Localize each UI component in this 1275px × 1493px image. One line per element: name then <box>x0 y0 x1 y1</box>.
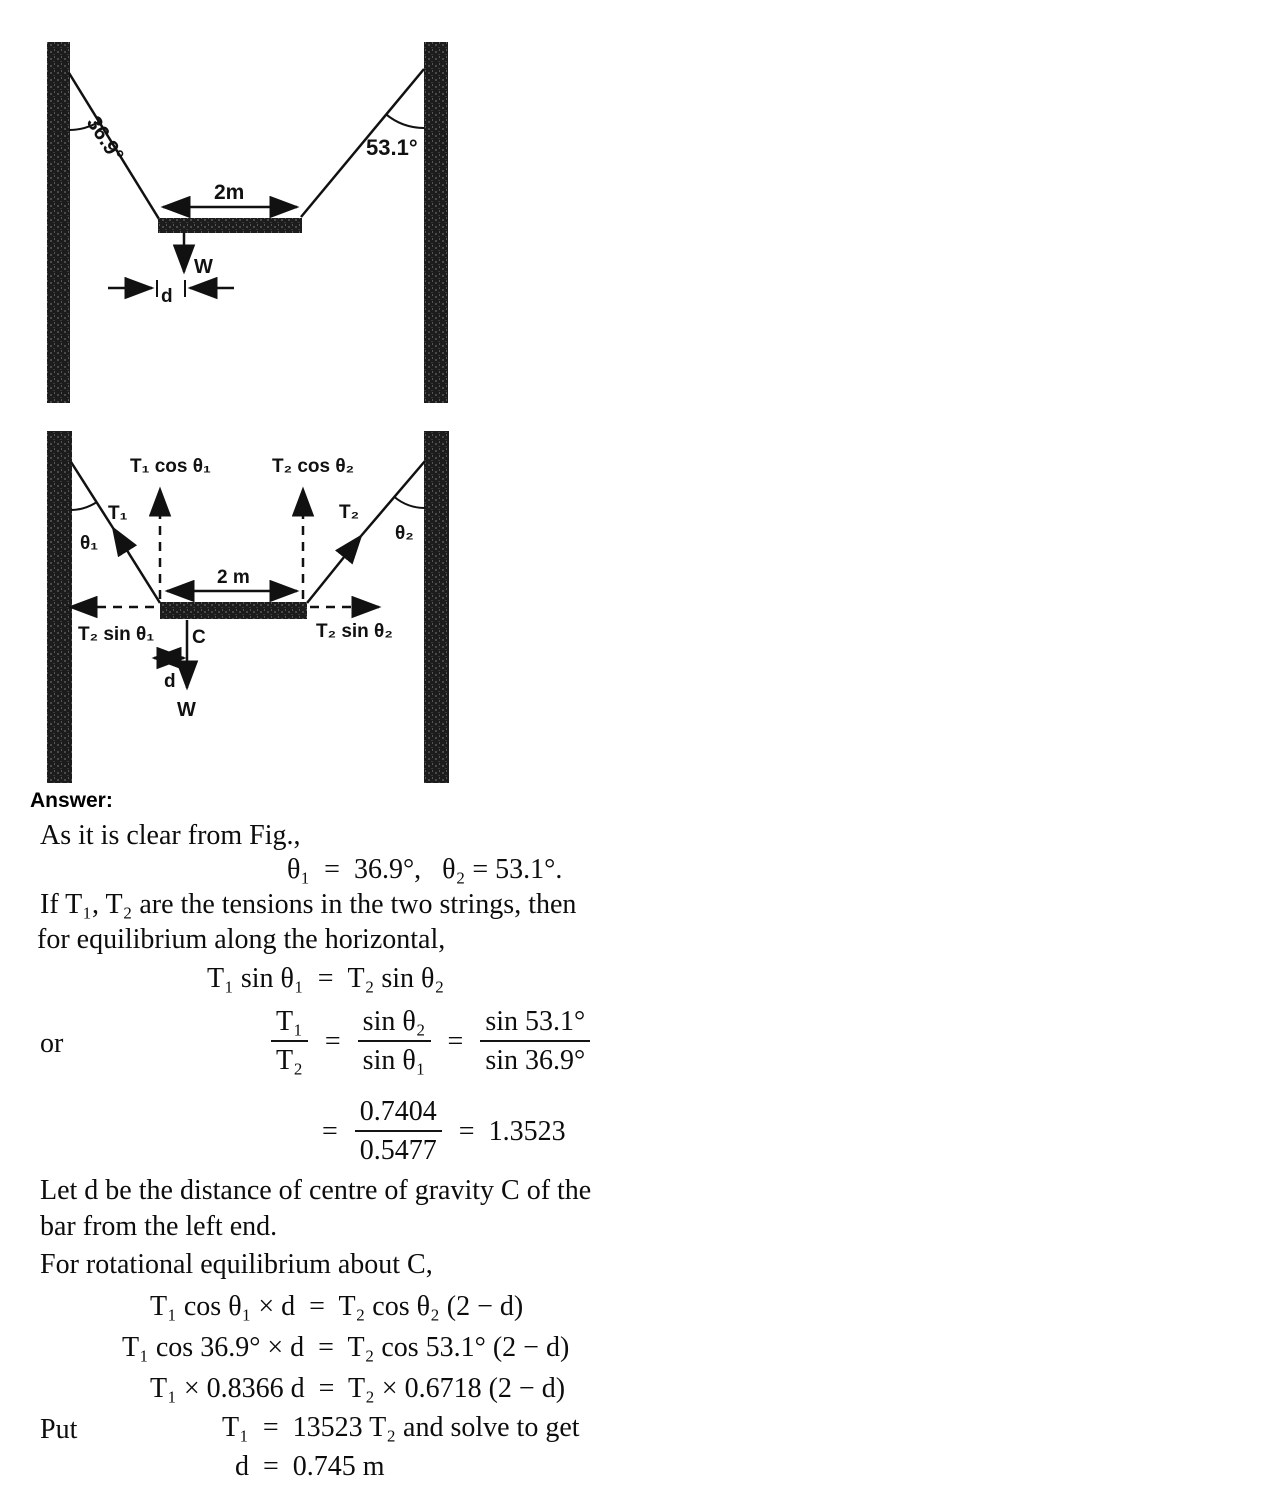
solution-line-1: As it is clear from Fig., <box>40 820 301 851</box>
solution-line-6: For rotational equilibrium about C, <box>40 1249 433 1280</box>
length-label: 2 m <box>217 567 250 588</box>
theta1-label: θ₁ <box>80 533 99 554</box>
fraction-sin-values <box>480 1006 590 1077</box>
equation-horizontal-equilibrium: T₁ sin θ₁ = T₂ sin θ₂ <box>207 963 445 994</box>
center-label: C <box>192 627 206 648</box>
equation-torque-values: T₁ × 0.8366 d = T₂ × 0.6718 (2 − d) <box>150 1373 566 1404</box>
solution-line-2: If T₁, T₂ are the tensions in the two strings, then <box>40 889 577 920</box>
fraction-denominator: sin 36.9° <box>485 1045 586 1076</box>
equation-final-result: d = 0.745 m <box>235 1451 385 1482</box>
equation-angles: θ₁ = 36.9°, θ₂ = 53.1°. <box>287 854 563 885</box>
equation-ratio-value <box>322 1096 566 1167</box>
fraction-sin-ratio <box>358 1006 431 1077</box>
t1-cos-label: T₁ cos θ₁ <box>130 456 211 477</box>
right-string <box>361 461 425 536</box>
t1-vector <box>113 528 160 603</box>
solution-line-4: Let d be the distance of centre of gravity C of the <box>40 1175 592 1206</box>
fraction-t1-t2 <box>271 1006 308 1077</box>
right-wall <box>424 431 449 783</box>
right-angle-label: 53.1° <box>366 135 418 160</box>
right-angle-arc <box>386 114 424 128</box>
equation-torque-symbolic: T₁ cos θ₁ × d = T₂ cos θ₂ (2 − d) <box>150 1291 524 1322</box>
left-angle-arc <box>71 502 96 510</box>
distance-label: d <box>164 671 176 692</box>
t1-label: T₁ <box>108 503 128 524</box>
bar <box>158 218 302 233</box>
theta2-label: θ₂ <box>395 523 414 544</box>
right-wall <box>424 42 448 403</box>
equation-torque-angles: T₁ cos 36.9° × d = T₂ cos 53.1° (2 − d) <box>122 1332 570 1363</box>
bar <box>160 602 307 619</box>
solution-line-3: for equilibrium along the horizontal, <box>37 924 446 955</box>
diagram-bar-suspended <box>0 0 520 418</box>
right-angle-arc <box>395 497 425 508</box>
diagram-free-body <box>0 420 520 792</box>
ratio-result: = 1.3523 <box>458 1115 566 1147</box>
t2-vector <box>307 536 361 603</box>
fraction-numerator: 0.7404 <box>355 1096 442 1132</box>
put-label: Put <box>40 1414 78 1445</box>
weight-label: W <box>194 256 213 278</box>
fraction-decimal <box>355 1096 442 1167</box>
length-label: 2m <box>214 181 245 204</box>
equation-tension-ratio <box>271 1006 590 1077</box>
distance-label: d <box>161 286 173 307</box>
fraction-denominator: 0.5477 <box>359 1135 437 1166</box>
t1-sin-label: T₂ sin θ₁ <box>78 624 155 645</box>
left-angle-label: 36.9° <box>81 112 128 167</box>
equals-sign: = <box>447 1025 464 1057</box>
weight-label: W <box>177 699 196 721</box>
or-label: or <box>40 1028 64 1059</box>
t2-cos-label: T₂ cos θ₂ <box>272 456 355 477</box>
solution-line-5: bar from the left end. <box>40 1211 278 1242</box>
left-string <box>71 462 113 528</box>
left-wall <box>47 42 70 403</box>
left-wall <box>47 431 72 783</box>
fraction-denominator: T₂ <box>276 1045 303 1076</box>
equals-sign: = <box>322 1115 338 1147</box>
equals-sign: = <box>324 1025 341 1057</box>
answer-heading: Answer: <box>30 789 113 812</box>
t2-label: T₂ <box>339 502 360 523</box>
equation-substitution: T₁ = 13523 T₂ and solve to get <box>222 1412 580 1443</box>
fraction-denominator: sin θ₁ <box>362 1045 426 1076</box>
fraction-numerator: T₁ <box>271 1006 308 1042</box>
fraction-numerator: sin θ₂ <box>358 1006 431 1042</box>
t2-sin-label: T₂ sin θ₂ <box>316 621 393 642</box>
fraction-numerator: sin 53.1° <box>480 1006 590 1042</box>
